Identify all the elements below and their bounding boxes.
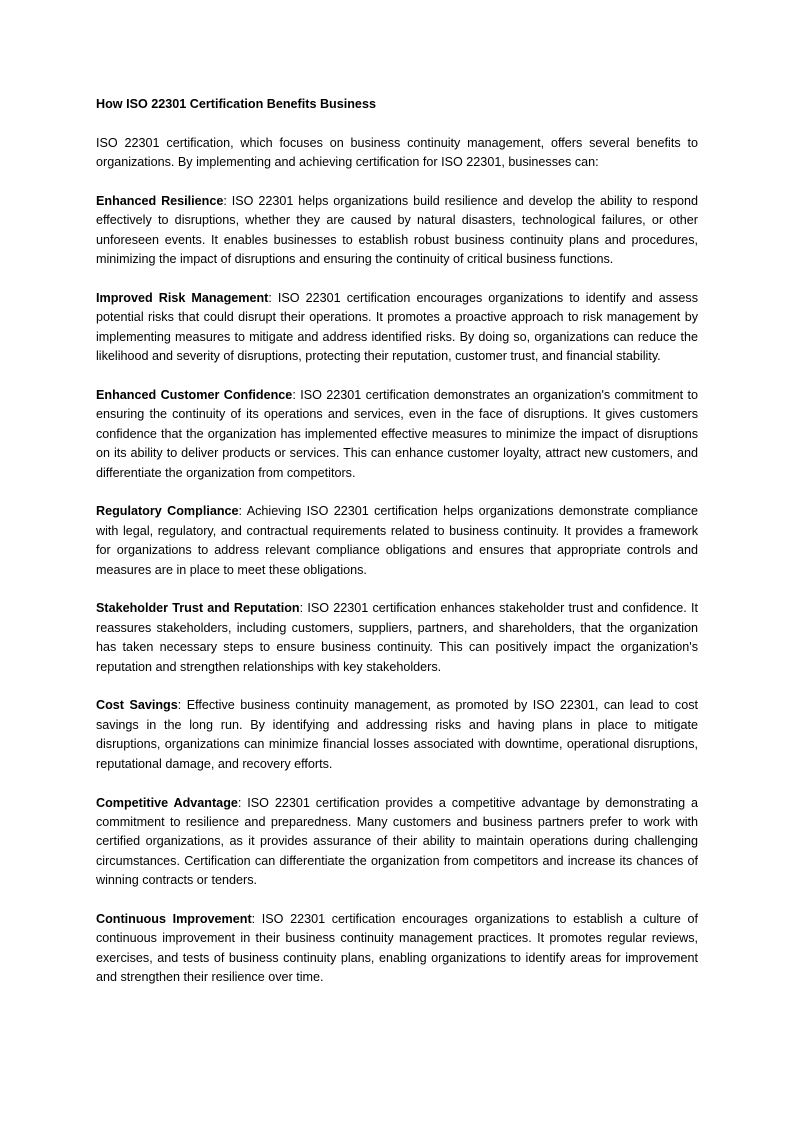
section-enhanced-resilience	[96, 192, 698, 270]
section-text: : ISO 22301 helps organizations build resilience and develop the ability to respond effectively to disruptions, whether they are caused by natural disasters, technological failures, or other unforeseen events. It enables businesses to establish robust business continuity plans and procedures, minimizing the impact of disruptions and ensuring the continuity of critical business functions.	[96, 194, 698, 267]
section-text: : ISO 22301 certification encourages organizations to identify and assess potential risks that could disrupt their operations. It promotes a proactive approach to risk management by implementing measures to mitigate and address identified risks. By doing so, organizations can reduce the likelihood and severity of disruptions, protecting their reputation, customer trust, and financial stability.	[96, 291, 698, 364]
section-heading: Regulatory Compliance	[96, 504, 239, 519]
section-text: : ISO 22301 certification enhances stakeholder trust and confidence. It reassures stakeholders, including customers, suppliers, partners, and shareholders, that the organization has taken necessary steps to ensure business continuity. This can positively impact the organization's reputation and strengthen relationships with key stakeholders.	[96, 601, 698, 674]
section-competitive-advantage	[96, 794, 698, 891]
section-enhanced-customer-confidence	[96, 386, 698, 483]
section-heading: Cost Savings	[96, 698, 178, 713]
document-title: How ISO 22301 Certification Benefits Business	[96, 97, 376, 111]
section-heading: Stakeholder Trust and Reputation	[96, 601, 300, 616]
section-stakeholder-trust	[96, 599, 698, 677]
intro-paragraph: ISO 22301 certification, which focuses on business continuity management, offers several benefits to organizations. By implementing and achieving certification for ISO 22301, businesses can:	[96, 135, 698, 170]
section-heading: Improved Risk Management	[96, 291, 269, 306]
section-cost-savings	[96, 696, 698, 774]
section-heading: Continuous Improvement	[96, 911, 252, 926]
section-heading: Enhanced Customer Confidence	[96, 388, 293, 403]
section-text: : ISO 22301 certification encourages organizations to establish a culture of continuous improvement in their business continuity management practices. It promotes regular reviews, exercises, and tests of business continuity plans, enabling organizations to identify areas for improvement and strengthen their resilience over time.	[96, 911, 699, 985]
section-text: : ISO 22301 certification provides a competitive advantage by demonstrating a commitment to resilience and preparedness. Many customers and business partners prefer to work with certified organizations, as it provides assurance of their ability to maintain operations during challenging circumstances. Certification can differentiate the organization from competitors and increase its chances of winning contracts or tenders.	[96, 795, 698, 888]
section-text: : ISO 22301 certification demonstrates an organization's commitment to ensuring the continuity of its operations and services, even in the face of disruptions. It gives customers confidence that the organization has implemented effective measures to minimize the impact of disruptions on its ability to deliver products or services. This can enhance customer loyalty, attract new customers, and differentiate the organization from competitors.	[96, 388, 698, 480]
section-improved-risk-management	[96, 289, 698, 367]
section-heading: Competitive Advantage	[96, 795, 238, 810]
section-text: : Achieving ISO 22301 certification helps organizations demonstrate compliance with legal, regulatory, and contractual requirements related to business continuity. It provides a framework for organizations to address relevant compliance obligations and ensures that appropriate controls and measures are in place to meet these obligations.	[96, 504, 698, 577]
section-heading: Enhanced Resilience	[96, 194, 224, 208]
section-continuous-improvement	[96, 910, 698, 988]
document-page	[96, 95, 698, 1007]
section-regulatory-compliance	[96, 502, 698, 580]
section-text: : Effective business continuity management, as promoted by ISO 22301, can lead to cost savings in the long run. By identifying and addressing risks and having plans in place to mitigate disruptions, organizations can minimize financial losses associated with downtime, operational disruptions, reputational damage, and recovery efforts.	[96, 698, 698, 771]
